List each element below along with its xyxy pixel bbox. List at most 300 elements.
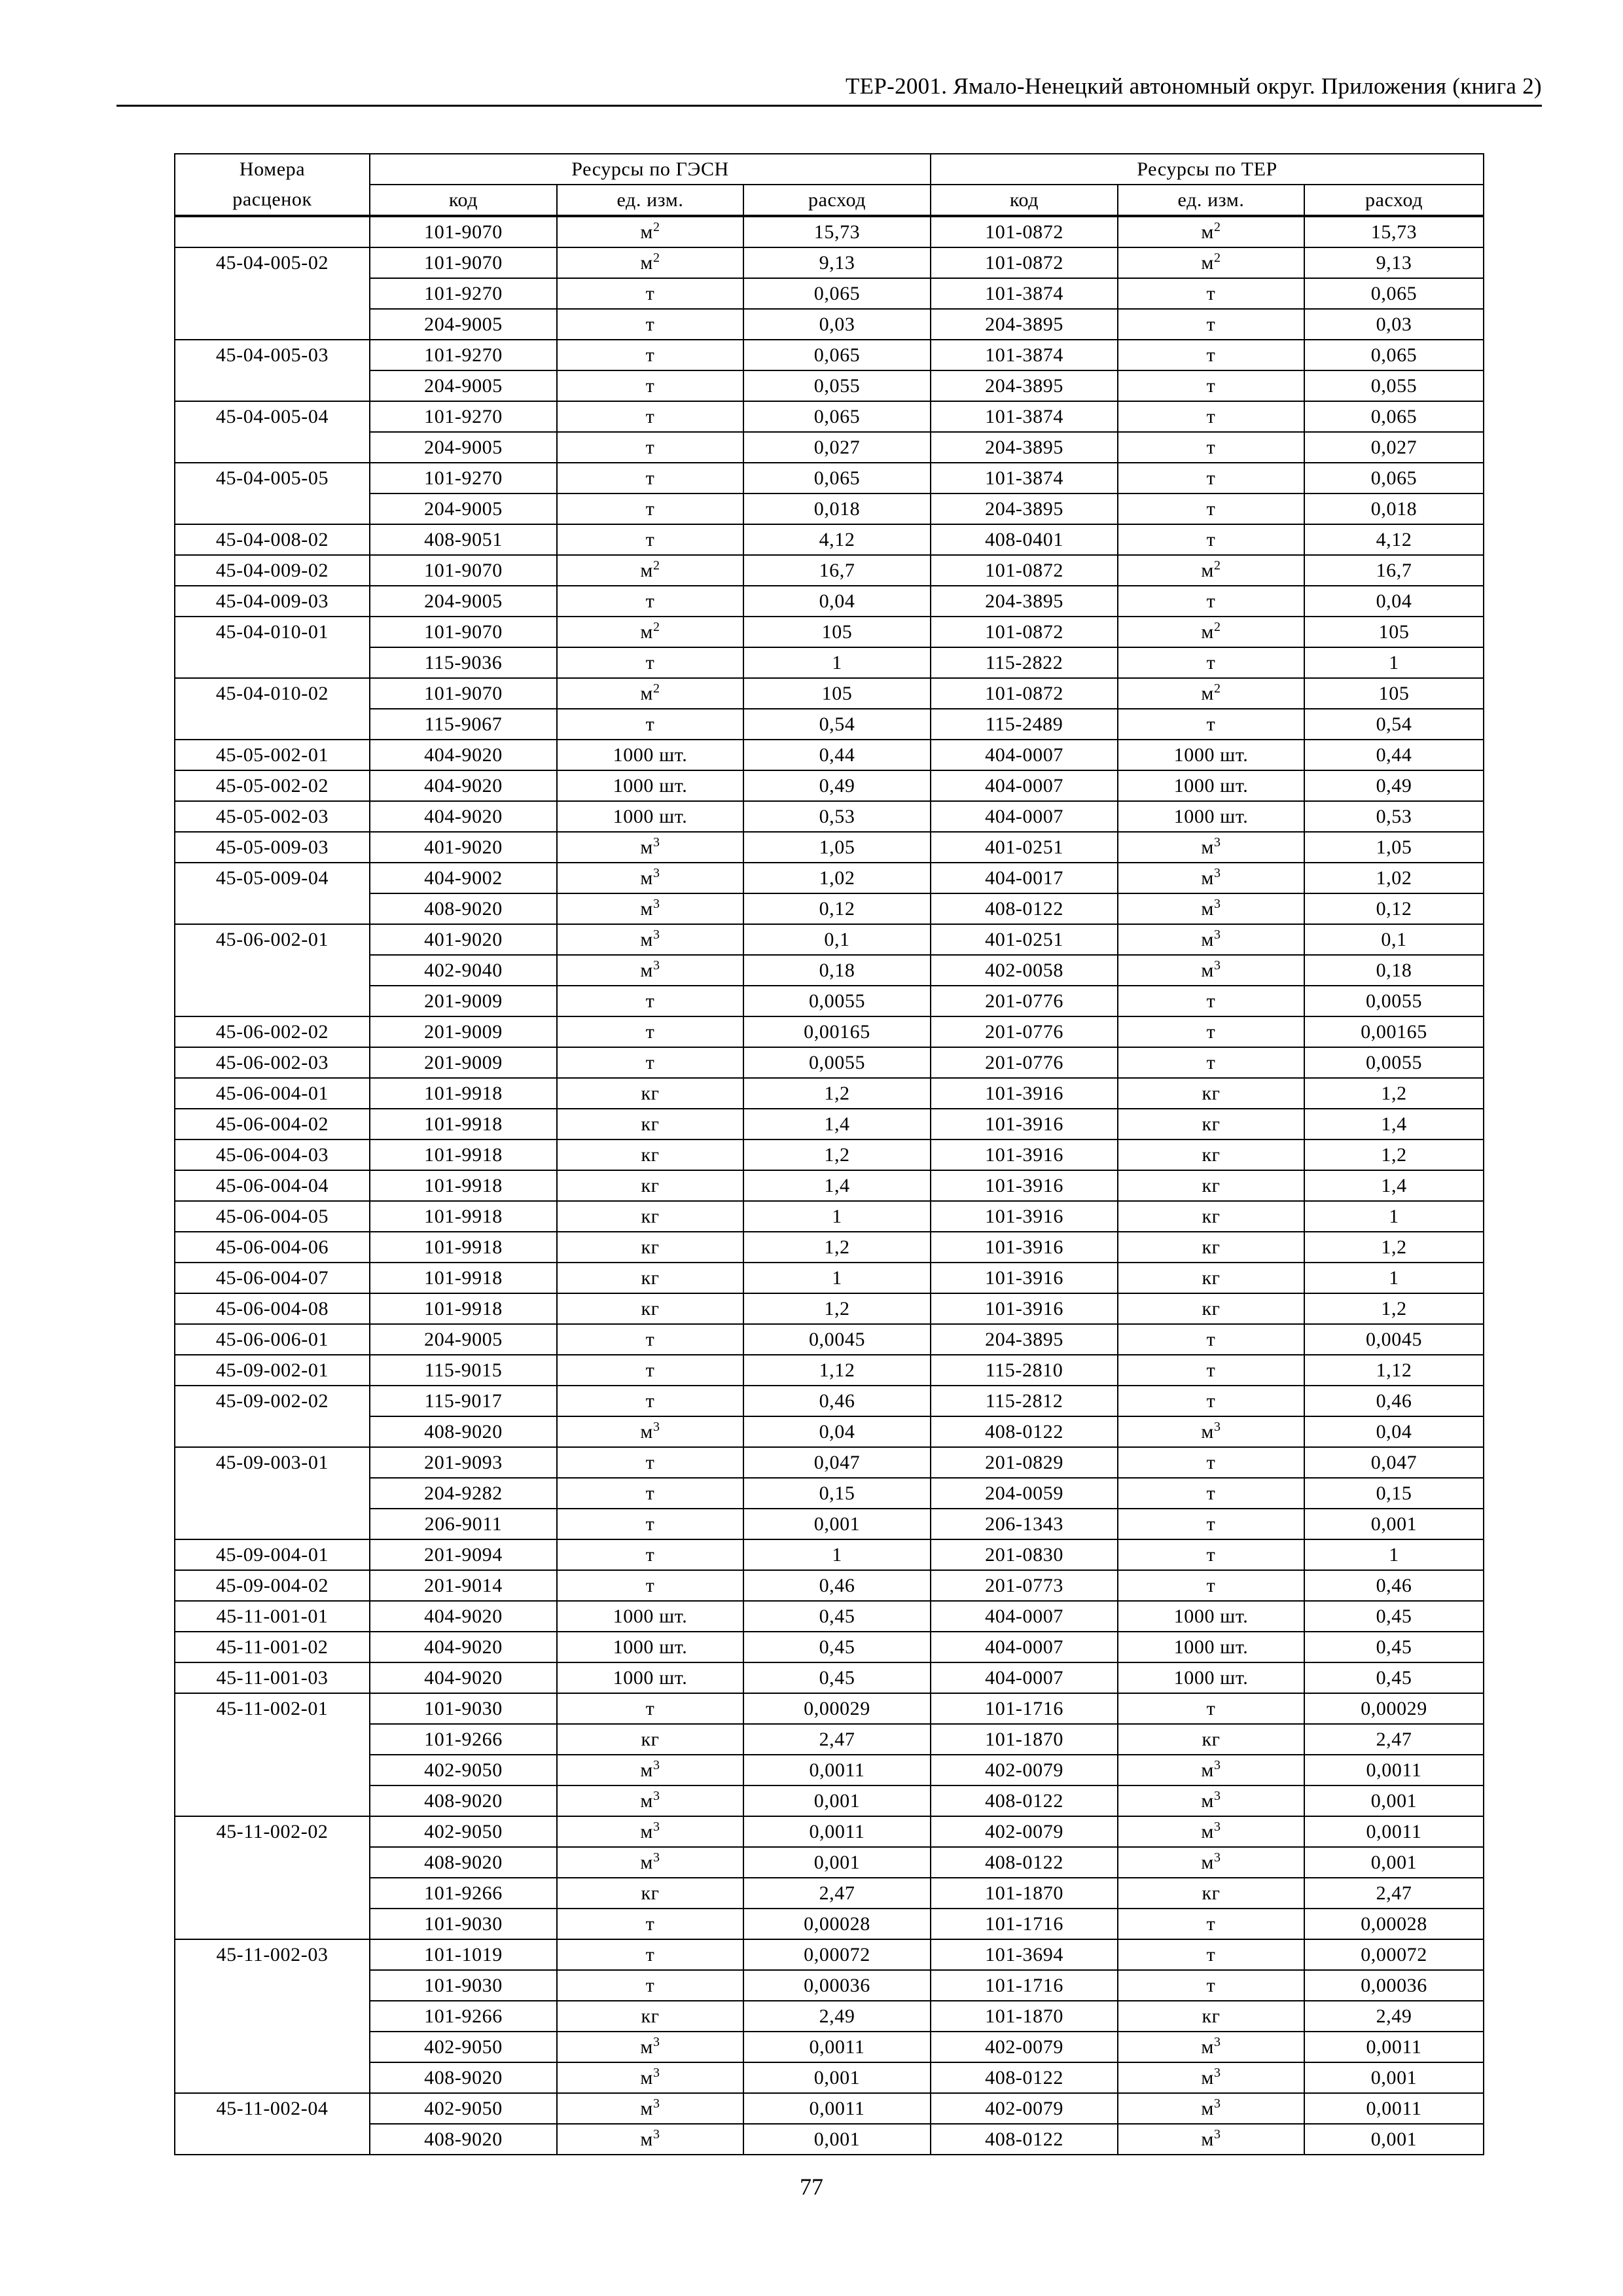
ter-amount-cell: 2,47 <box>1304 1878 1484 1909</box>
table-body <box>175 154 1484 2155</box>
gesn-amount-cell: 0,0011 <box>743 1816 931 1847</box>
ter-code-cell: 101-3874 <box>931 401 1118 432</box>
gesn-amount-cell: 0,047 <box>743 1447 931 1478</box>
gesn-amount-cell: 0,46 <box>743 1386 931 1416</box>
gesn-amount-cell: 0,018 <box>743 493 931 524</box>
gesn-unit-cell <box>557 1632 743 1662</box>
rate-number-cell: 45-11-002-01 <box>175 1693 370 1724</box>
unit-text: кг <box>1202 1297 1221 1319</box>
gesn-code-cell: 201-9009 <box>370 1016 557 1047</box>
table-row <box>175 2032 1484 2062</box>
table-row <box>175 1355 1484 1386</box>
unit-text: т <box>1206 1943 1216 1965</box>
unit-exponent: 3 <box>652 1819 660 1834</box>
gesn-unit-cell <box>557 1662 743 1693</box>
gesn-code-cell: 201-9094 <box>370 1539 557 1570</box>
unit-text: т <box>645 713 655 735</box>
unit-text: кг <box>641 1728 660 1750</box>
ter-amount-cell: 0,15 <box>1304 1478 1484 1509</box>
gesn-amount-cell: 105 <box>743 678 931 709</box>
ter-code-cell: 101-0872 <box>931 216 1118 247</box>
header-rule <box>116 105 1542 107</box>
unit-text: м <box>640 2066 653 2089</box>
ter-unit-cell <box>1118 1601 1304 1632</box>
ter-code-cell: 204-3895 <box>931 1324 1118 1355</box>
table-row <box>175 1386 1484 1416</box>
rate-number-cell <box>175 1755 370 1785</box>
gesn-code-cell: 101-9270 <box>370 340 557 370</box>
gesn-code-cell: 115-9036 <box>370 647 557 678</box>
ter-amount-cell: 1,02 <box>1304 863 1484 893</box>
gesn-code-cell: 408-9051 <box>370 524 557 555</box>
table-row <box>175 1909 1484 1939</box>
unit-text: 1000 шт. <box>613 1666 688 1689</box>
gesn-unit-cell <box>557 1447 743 1478</box>
ter-code-cell: 408-0122 <box>931 1416 1118 1447</box>
table-row <box>175 1016 1484 1047</box>
gesn-code-cell: 201-9009 <box>370 986 557 1016</box>
ter-code-cell: 206-1343 <box>931 1509 1118 1539</box>
ter-code-cell: 115-2812 <box>931 1386 1118 1416</box>
gesn-unit-cell <box>557 801 743 832</box>
ter-code-cell: 204-3895 <box>931 432 1118 463</box>
rate-number-cell: 45-06-004-06 <box>175 1232 370 1263</box>
gesn-amount-cell: 0,0055 <box>743 1047 931 1078</box>
ter-code-cell: 201-0829 <box>931 1447 1118 1478</box>
gesn-code-cell: 404-9020 <box>370 801 557 832</box>
gesn-amount-cell: 0,001 <box>743 2062 931 2093</box>
gesn-amount-cell: 105 <box>743 617 931 647</box>
ter-amount-cell: 0,0055 <box>1304 1047 1484 1078</box>
unit-text: т <box>1206 1974 1216 1996</box>
gesn-unit-cell <box>557 586 743 617</box>
rate-number-cell <box>175 1847 370 1878</box>
rate-number-cell: 45-11-001-01 <box>175 1601 370 1632</box>
unit-text: т <box>645 1020 655 1043</box>
unit-text: т <box>1206 1390 1216 1412</box>
header-ter-unit: ед. изм. <box>1118 185 1304 216</box>
gesn-unit-cell <box>557 709 743 740</box>
ter-amount-cell: 0,44 <box>1304 740 1484 770</box>
ter-code-cell: 101-0872 <box>931 617 1118 647</box>
gesn-code-cell: 101-9918 <box>370 1293 557 1324</box>
unit-text: т <box>645 282 655 304</box>
table-row <box>175 1447 1484 1478</box>
unit-text: м <box>1201 928 1215 950</box>
unit-text: кг <box>1202 1266 1221 1289</box>
gesn-code-cell: 402-9050 <box>370 1816 557 1847</box>
gesn-amount-cell: 0,001 <box>743 1847 931 1878</box>
gesn-code-cell: 101-9266 <box>370 1724 557 1755</box>
unit-text: т <box>645 497 655 520</box>
ter-code-cell: 404-0007 <box>931 801 1118 832</box>
table-row <box>175 2001 1484 2032</box>
ter-amount-cell: 0,53 <box>1304 801 1484 832</box>
unit-text: м <box>1201 2036 1215 2058</box>
unit-exponent: 3 <box>1214 896 1221 911</box>
ter-amount-cell: 0,45 <box>1304 1601 1484 1632</box>
ter-amount-cell: 1,2 <box>1304 1232 1484 1263</box>
ter-amount-cell: 0,027 <box>1304 432 1484 463</box>
unit-text: м <box>640 897 653 920</box>
gesn-code-cell: 201-9009 <box>370 1047 557 1078</box>
unit-text: т <box>1206 528 1216 550</box>
unit-exponent: 3 <box>1214 2126 1221 2142</box>
table-row <box>175 278 1484 309</box>
gesn-unit-cell <box>557 1785 743 1816</box>
ter-amount-cell: 0,49 <box>1304 770 1484 801</box>
ter-amount-cell: 0,0011 <box>1304 1755 1484 1785</box>
unit-exponent: 3 <box>652 927 660 942</box>
gesn-amount-cell: 0,055 <box>743 370 931 401</box>
gesn-amount-cell: 0,00036 <box>743 1970 931 2001</box>
ter-amount-cell: 1,2 <box>1304 1078 1484 1109</box>
unit-text: т <box>1206 436 1216 458</box>
gesn-code-cell: 408-9020 <box>370 1416 557 1447</box>
gesn-amount-cell: 1 <box>743 1539 931 1570</box>
gesn-code-cell: 101-9918 <box>370 1078 557 1109</box>
ter-code-cell: 404-0017 <box>931 863 1118 893</box>
ter-amount-cell: 0,18 <box>1304 955 1484 986</box>
gesn-code-cell: 101-9270 <box>370 401 557 432</box>
header-gesn-group: Ресурсы по ГЭСН <box>370 154 931 185</box>
rate-number-cell: 45-04-005-05 <box>175 463 370 493</box>
ter-unit-cell <box>1118 432 1304 463</box>
ter-unit-cell <box>1118 1478 1304 1509</box>
unit-text: т <box>645 1451 655 1473</box>
ter-unit-cell <box>1118 340 1304 370</box>
ter-amount-cell: 0,065 <box>1304 278 1484 309</box>
unit-text: т <box>645 651 655 673</box>
unit-exponent: 3 <box>652 1850 660 1865</box>
unit-text: т <box>645 1390 655 1412</box>
gesn-amount-cell: 0,0011 <box>743 1755 931 1785</box>
gesn-code-cell: 404-9020 <box>370 770 557 801</box>
gesn-amount-cell: 0,45 <box>743 1632 931 1662</box>
gesn-unit-cell <box>557 524 743 555</box>
header-row-1 <box>175 154 1484 185</box>
rate-number-cell: 45-04-008-02 <box>175 524 370 555</box>
ter-code-cell: 101-3694 <box>931 1939 1118 1970</box>
ter-code-cell: 408-0122 <box>931 1785 1118 1816</box>
table-row <box>175 1139 1484 1170</box>
rate-number-cell: 45-09-002-02 <box>175 1386 370 1416</box>
gesn-unit-cell <box>557 2032 743 2062</box>
gesn-unit-cell <box>557 1570 743 1601</box>
gesn-unit-cell <box>557 924 743 955</box>
gesn-code-cell: 101-9030 <box>370 1693 557 1724</box>
table-row <box>175 1170 1484 1201</box>
table-row <box>175 555 1484 586</box>
header-row-2 <box>175 185 1484 216</box>
table-row <box>175 340 1484 370</box>
table-row <box>175 401 1484 432</box>
ter-amount-cell: 0,065 <box>1304 401 1484 432</box>
ter-code-cell: 204-0059 <box>931 1478 1118 1509</box>
unit-text: т <box>645 1943 655 1965</box>
table-row <box>175 863 1484 893</box>
unit-text: т <box>1206 590 1216 612</box>
ter-amount-cell: 0,055 <box>1304 370 1484 401</box>
unit-exponent: 3 <box>1214 2034 1221 2049</box>
unit-exponent: 2 <box>652 619 660 634</box>
unit-text: 1000 шт. <box>613 805 688 827</box>
ter-amount-cell: 2,47 <box>1304 1724 1484 1755</box>
table-row <box>175 1939 1484 1970</box>
table-row <box>175 1632 1484 1662</box>
ter-unit-cell <box>1118 1939 1304 1970</box>
ter-code-cell: 204-3895 <box>931 370 1118 401</box>
unit-text: 1000 шт. <box>613 744 688 766</box>
ter-unit-cell <box>1118 740 1304 770</box>
ter-amount-cell: 0,00072 <box>1304 1939 1484 1970</box>
gesn-amount-cell: 1,02 <box>743 863 931 893</box>
ter-code-cell: 101-1870 <box>931 1878 1118 1909</box>
gesn-unit-cell <box>557 1847 743 1878</box>
unit-text: т <box>645 436 655 458</box>
ter-code-cell: 101-1870 <box>931 2001 1118 2032</box>
unit-text: м <box>640 1851 653 1873</box>
gesn-unit-cell <box>557 1539 743 1570</box>
ter-amount-cell: 1,4 <box>1304 1109 1484 1139</box>
gesn-code-cell: 408-9020 <box>370 1847 557 1878</box>
ter-code-cell: 101-3874 <box>931 340 1118 370</box>
gesn-code-cell: 101-1019 <box>370 1939 557 1970</box>
ter-unit-cell <box>1118 924 1304 955</box>
unit-text: т <box>1206 1451 1216 1473</box>
ter-unit-cell <box>1118 1416 1304 1447</box>
unit-exponent: 3 <box>652 1788 660 1803</box>
gesn-code-cell: 404-9020 <box>370 740 557 770</box>
ter-unit-cell <box>1118 955 1304 986</box>
ter-amount-cell: 0,0011 <box>1304 2032 1484 2062</box>
gesn-amount-cell: 0,44 <box>743 740 931 770</box>
table-row <box>175 463 1484 493</box>
unit-text: т <box>1206 713 1216 735</box>
ter-unit-cell <box>1118 1386 1304 1416</box>
gesn-unit-cell <box>557 770 743 801</box>
unit-text: т <box>645 467 655 489</box>
gesn-code-cell: 101-9270 <box>370 278 557 309</box>
unit-text: м <box>640 1759 653 1781</box>
unit-text: кг <box>1202 1236 1221 1258</box>
ter-code-cell: 204-3895 <box>931 493 1118 524</box>
gesn-amount-cell: 0,12 <box>743 893 931 924</box>
unit-text: кг <box>641 1236 660 1258</box>
rate-number-cell <box>175 986 370 1016</box>
gesn-amount-cell: 1,2 <box>743 1293 931 1324</box>
gesn-code-cell: 408-9020 <box>370 2062 557 2093</box>
gesn-code-cell: 402-9050 <box>370 1755 557 1785</box>
rate-number-cell: 45-11-002-03 <box>175 1939 370 1970</box>
ter-unit-cell <box>1118 1078 1304 1109</box>
rate-number-cell: 45-06-004-07 <box>175 1263 370 1293</box>
unit-text: кг <box>641 1113 660 1135</box>
gesn-unit-cell <box>557 216 743 247</box>
unit-text: т <box>645 344 655 366</box>
ter-unit-cell <box>1118 401 1304 432</box>
unit-text: кг <box>1202 1082 1221 1104</box>
rate-number-cell <box>175 216 370 247</box>
ter-code-cell: 204-3895 <box>931 309 1118 340</box>
unit-text: м <box>640 2097 653 2119</box>
rate-number-cell: 45-06-002-01 <box>175 924 370 955</box>
gesn-unit-cell <box>557 1601 743 1632</box>
rate-number-cell <box>175 370 370 401</box>
gesn-unit-cell <box>557 740 743 770</box>
ter-code-cell: 201-0776 <box>931 1016 1118 1047</box>
gesn-amount-cell: 1,4 <box>743 1170 931 1201</box>
ter-code-cell: 101-0872 <box>931 247 1118 278</box>
ter-unit-cell <box>1118 1232 1304 1263</box>
gesn-unit-cell <box>557 1755 743 1785</box>
gesn-unit-cell <box>557 1293 743 1324</box>
rate-number-cell: 45-09-004-01 <box>175 1539 370 1570</box>
ter-code-cell: 101-3916 <box>931 1232 1118 1263</box>
table-row <box>175 647 1484 678</box>
ter-amount-cell: 0,03 <box>1304 309 1484 340</box>
unit-text: т <box>1206 1020 1216 1043</box>
gesn-amount-cell: 0,49 <box>743 770 931 801</box>
unit-text: м <box>640 928 653 950</box>
unit-text: м <box>1201 1820 1215 1842</box>
header-ter-group: Ресурсы по ТЕР <box>931 154 1484 185</box>
rate-number-cell: 45-04-005-04 <box>175 401 370 432</box>
ter-unit-cell <box>1118 1724 1304 1755</box>
table-row <box>175 617 1484 647</box>
unit-exponent: 3 <box>1214 2096 1221 2111</box>
gesn-amount-cell: 1 <box>743 1201 931 1232</box>
rate-number-cell: 45-06-002-02 <box>175 1016 370 1047</box>
unit-text: м <box>1201 1759 1215 1781</box>
unit-text: кг <box>1202 2005 1221 2027</box>
table-row <box>175 1539 1484 1570</box>
unit-text: 1000 шт. <box>1173 744 1249 766</box>
ter-amount-cell: 0,00165 <box>1304 1016 1484 1047</box>
rate-number-cell <box>175 1970 370 2001</box>
gesn-amount-cell: 0,54 <box>743 709 931 740</box>
unit-text: м <box>640 2036 653 2058</box>
gesn-unit-cell <box>557 1324 743 1355</box>
gesn-unit-cell <box>557 2124 743 2155</box>
ter-amount-cell: 1 <box>1304 1263 1484 1293</box>
ter-amount-cell: 16,7 <box>1304 555 1484 586</box>
gesn-amount-cell: 1,4 <box>743 1109 931 1139</box>
unit-text: кг <box>1202 1174 1221 1196</box>
unit-text: т <box>1206 405 1216 427</box>
gesn-unit-cell <box>557 1263 743 1293</box>
ter-amount-cell: 0,00036 <box>1304 1970 1484 2001</box>
gesn-code-cell: 101-9030 <box>370 1970 557 2001</box>
gesn-amount-cell: 1 <box>743 1263 931 1293</box>
gesn-code-cell: 206-9011 <box>370 1509 557 1539</box>
ter-unit-cell <box>1118 278 1304 309</box>
ter-amount-cell: 1,4 <box>1304 1170 1484 1201</box>
ter-code-cell: 101-1870 <box>931 1724 1118 1755</box>
gesn-unit-cell <box>557 1016 743 1047</box>
gesn-code-cell: 204-9005 <box>370 493 557 524</box>
gesn-code-cell: 201-9014 <box>370 1570 557 1601</box>
ter-unit-cell <box>1118 986 1304 1016</box>
ter-unit-cell <box>1118 617 1304 647</box>
gesn-unit-cell <box>557 555 743 586</box>
unit-text: т <box>645 405 655 427</box>
ter-amount-cell: 105 <box>1304 617 1484 647</box>
ter-amount-cell: 0,001 <box>1304 2124 1484 2155</box>
rate-number-cell <box>175 1724 370 1755</box>
gesn-amount-cell: 0,03 <box>743 309 931 340</box>
unit-text: т <box>1206 1574 1216 1596</box>
gesn-unit-cell <box>557 1201 743 1232</box>
ter-code-cell: 101-0872 <box>931 678 1118 709</box>
unit-text: т <box>645 1328 655 1350</box>
unit-exponent: 3 <box>1214 1788 1221 1803</box>
unit-exponent: 2 <box>652 681 660 696</box>
table-row <box>175 1693 1484 1724</box>
gesn-code-cell: 201-9093 <box>370 1447 557 1478</box>
gesn-code-cell: 408-9020 <box>370 1785 557 1816</box>
table-row <box>175 1970 1484 2001</box>
unit-exponent: 3 <box>652 958 660 973</box>
unit-text: кг <box>641 1882 660 1904</box>
gesn-unit-cell <box>557 432 743 463</box>
rate-number-cell: 45-11-001-02 <box>175 1632 370 1662</box>
rate-number-cell: 45-06-004-02 <box>175 1109 370 1139</box>
unit-exponent: 3 <box>1214 865 1221 880</box>
unit-text: кг <box>641 1143 660 1166</box>
unit-text: т <box>645 528 655 550</box>
ter-unit-cell <box>1118 678 1304 709</box>
ter-amount-cell: 9,13 <box>1304 247 1484 278</box>
unit-text: м <box>1201 1789 1215 1812</box>
rate-number-cell: 45-05-002-02 <box>175 770 370 801</box>
unit-text: т <box>645 1513 655 1535</box>
rate-number-cell: 45-04-010-01 <box>175 617 370 647</box>
table-row <box>175 1109 1484 1139</box>
ter-unit-cell <box>1118 2124 1304 2155</box>
ter-code-cell: 101-0872 <box>931 555 1118 586</box>
unit-text: м <box>1201 682 1215 704</box>
unit-text: 1000 шт. <box>613 1636 688 1658</box>
ter-unit-cell <box>1118 2062 1304 2093</box>
gesn-code-cell: 101-9070 <box>370 216 557 247</box>
ter-code-cell: 404-0007 <box>931 1632 1118 1662</box>
gesn-code-cell: 101-9270 <box>370 463 557 493</box>
gesn-amount-cell: 0,46 <box>743 1570 931 1601</box>
ter-amount-cell: 0,54 <box>1304 709 1484 740</box>
unit-exponent: 3 <box>652 2034 660 2049</box>
gesn-code-cell: 101-9918 <box>370 1170 557 1201</box>
unit-text: т <box>1206 990 1216 1012</box>
gesn-amount-cell: 1,12 <box>743 1355 931 1386</box>
gesn-amount-cell: 0,065 <box>743 401 931 432</box>
table-row <box>175 986 1484 1016</box>
table-row <box>175 493 1484 524</box>
unit-text: т <box>645 313 655 335</box>
gesn-amount-cell: 2,49 <box>743 2001 931 2032</box>
unit-exponent: 2 <box>652 558 660 573</box>
unit-text: м <box>1201 1420 1215 1443</box>
ter-code-cell: 402-0079 <box>931 2093 1118 2124</box>
unit-text: т <box>1206 651 1216 673</box>
ter-amount-cell: 0,0011 <box>1304 2093 1484 2124</box>
gesn-amount-cell: 0,027 <box>743 432 931 463</box>
gesn-amount-cell: 1,2 <box>743 1232 931 1263</box>
gesn-amount-cell: 0,53 <box>743 801 931 832</box>
unit-text: т <box>1206 344 1216 366</box>
unit-text: 1000 шт. <box>1173 774 1249 797</box>
gesn-code-cell: 101-9030 <box>370 1909 557 1939</box>
